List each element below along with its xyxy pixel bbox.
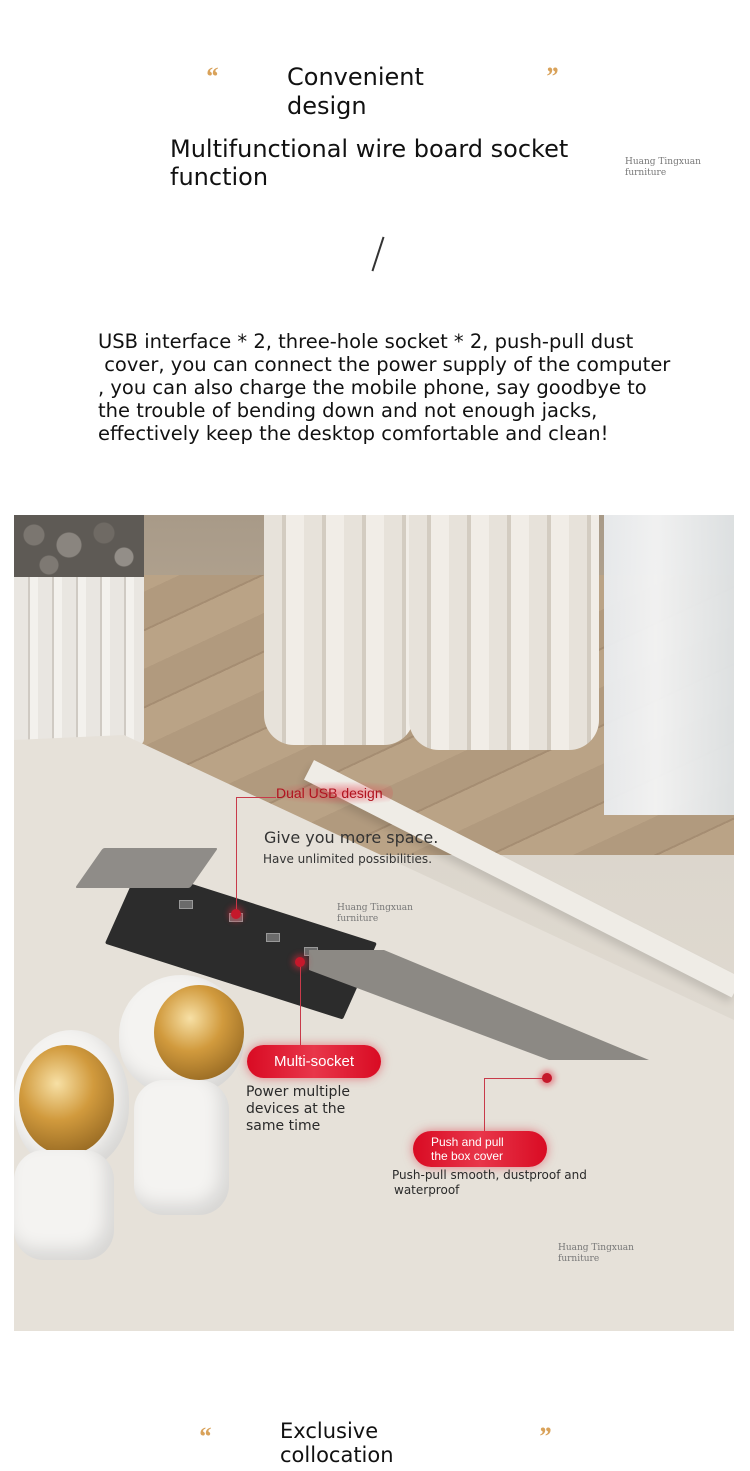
astronaut-visor bbox=[19, 1045, 114, 1155]
description-line: effectively keep the desktop comfortable and clean! bbox=[98, 422, 609, 445]
close-quote-icon: ” bbox=[545, 62, 556, 91]
close-quote-icon: ” bbox=[538, 1422, 549, 1451]
center-watermark-line2: furniture bbox=[337, 914, 379, 924]
section-title-line2: design bbox=[287, 92, 367, 120]
outlet bbox=[266, 933, 280, 942]
bottom-watermark-line2: furniture bbox=[558, 1254, 600, 1264]
window-light bbox=[604, 515, 734, 815]
astronaut-body bbox=[134, 1080, 229, 1215]
description-line: cover, you can connect the power supply of the computer bbox=[98, 353, 671, 376]
callout-line bbox=[236, 797, 237, 912]
brand-watermark bbox=[625, 157, 701, 179]
description-line: the trouble of bending down and not enough jacks, bbox=[98, 399, 598, 422]
usb-port bbox=[179, 900, 193, 909]
curtain-panel bbox=[264, 515, 414, 745]
divider-slash bbox=[371, 237, 384, 272]
section-title-line1: Convenient bbox=[287, 63, 424, 91]
center-watermark-line1: Huang Tingxuan bbox=[337, 903, 413, 913]
section2-title bbox=[280, 1419, 394, 1467]
open-quote-icon: “ bbox=[198, 1422, 209, 1451]
multi-socket-note-line: same time bbox=[246, 1118, 321, 1134]
feature-description bbox=[98, 330, 698, 445]
push-pull-label-line2: the box cover bbox=[431, 1149, 504, 1163]
astronaut-figurine bbox=[119, 975, 244, 1095]
section-subtitle-line1: Multifunctional wire board socket bbox=[170, 135, 569, 163]
dual-usb-label: Dual USB design bbox=[266, 781, 393, 805]
section-subtitle bbox=[170, 135, 568, 191]
section2-title-line1: Exclusive bbox=[280, 1419, 379, 1443]
push-pull-label-line1: Push and pull bbox=[431, 1135, 504, 1149]
decor-stones bbox=[14, 515, 144, 577]
push-pull-note bbox=[392, 1168, 587, 1198]
multi-socket-note-line: devices at the bbox=[246, 1101, 346, 1117]
bottom-watermark-line1: Huang Tingxuan bbox=[558, 1243, 634, 1253]
callout-line bbox=[484, 1078, 485, 1133]
push-pull-label bbox=[413, 1131, 547, 1167]
callout-dot bbox=[295, 957, 305, 967]
space-line2: Have unlimited possibilities. bbox=[263, 852, 433, 866]
section-title bbox=[287, 63, 424, 121]
fluted-vase bbox=[14, 515, 144, 745]
astronaut-visor bbox=[154, 985, 244, 1080]
open-quote-icon: “ bbox=[205, 62, 216, 91]
astronaut-body bbox=[14, 1150, 114, 1260]
astronaut-figurine bbox=[14, 1030, 129, 1170]
description-line: , you can also charge the mobile phone, say goodbye to bbox=[98, 376, 647, 399]
multi-socket-note-line: Power multiple bbox=[246, 1084, 350, 1100]
bottom-watermark bbox=[558, 1243, 634, 1265]
description-line: USB interface * 2, three-hole socket * 2, push-pull dust bbox=[98, 330, 634, 353]
callout-dot bbox=[542, 1073, 552, 1083]
section-subtitle-line2: function bbox=[170, 163, 269, 191]
brand-watermark-line1: Huang Tingxuan bbox=[625, 157, 701, 167]
center-watermark bbox=[337, 903, 413, 925]
multi-socket-label: Multi-socket bbox=[247, 1045, 381, 1078]
multi-socket-note bbox=[246, 1084, 350, 1135]
callout-line bbox=[484, 1078, 546, 1079]
space-line1: Give you more space. bbox=[264, 828, 439, 847]
callout-line bbox=[300, 962, 301, 1047]
section2-title-line2: collocation bbox=[280, 1443, 394, 1467]
push-pull-note-line2: waterproof bbox=[394, 1183, 460, 1197]
brand-watermark-line2: furniture bbox=[625, 168, 667, 178]
curtain-panel bbox=[409, 515, 599, 750]
push-pull-note-line1: Push-pull smooth, dustproof and bbox=[392, 1168, 587, 1182]
callout-dot bbox=[231, 909, 241, 919]
